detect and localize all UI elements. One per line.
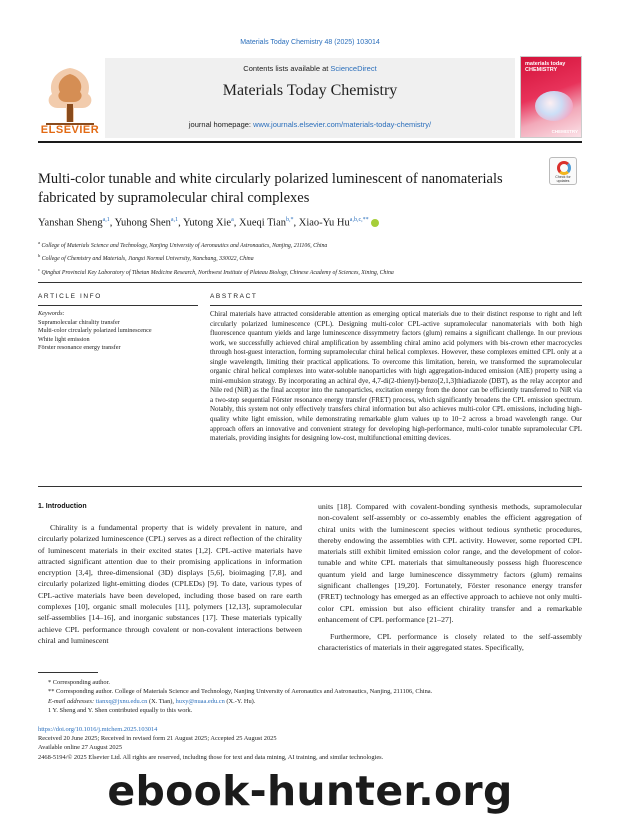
email-link[interactable]: tianxq@jxnu.edu.cn <box>95 697 148 705</box>
affiliation-item <box>38 265 582 278</box>
author-name[interactable]: Yutong Xie <box>182 217 232 229</box>
watermark: ebook-hunter.org <box>107 767 513 815</box>
sciencedirect-link[interactable]: ScienceDirect <box>330 64 377 73</box>
email-owner: (X. Tian), <box>147 697 176 705</box>
contents-line <box>105 64 515 73</box>
header-divider <box>38 141 582 143</box>
right-column-paragraph-2: Furthermore, CPL performance is closely related to the self-assembly characteristics of materials in their aggregated states. Specifically, <box>318 632 582 653</box>
journal-masthead <box>105 58 515 138</box>
email-label: E-mail addresses: <box>48 697 96 705</box>
author-affil-sup[interactable]: a,b,c,** <box>349 217 369 223</box>
keyword-item[interactable]: Supramolecular chirality transfer <box>38 318 120 326</box>
abstract-underline <box>210 305 582 306</box>
journal-cover-thumbnail <box>520 56 582 138</box>
affiliation-sup: b <box>38 253 41 259</box>
footnotes <box>38 678 582 715</box>
cover-title: materials today CHEMISTRY <box>525 61 566 74</box>
article-title: Multi-color tunable and white circularly polarized luminescent of nanomaterials fabricated by supramolecular chiral complexes <box>38 171 503 206</box>
cover-image <box>535 91 573 121</box>
orcid-icon[interactable] <box>371 219 379 227</box>
affiliation-text: College of Materials Science and Technology, Nanjing University of Aeronautics and Astronautics, Nanjing, 211106, China <box>41 242 328 249</box>
footnote-divider <box>38 672 98 673</box>
right-column-paragraph: units [18]. Compared with covalent-bonding synthesis methods, supramolecular non-covalent self-assembly or co-assembly enables the efficient aggregation of chiral units with the luminescent species without tedious synthetic procedures, thereby endowing the assemblies with CPL activity. However, some reported CPL materials still exhibit limited emission color range, and the development of color-tunable and white CPL materials that simultaneously possess high fluorescence quantum yield and large luminescence dissymmetry factors (glum) remains significant challenges [19,20]. Fortunately, Förster resonance energy transfer (FRET) technology has emerged as an effective approach to achieve not only multi-color CPL emission but also efficient chirality transfer and a remarkable enhancement of CPL performance [21–27]. <box>318 502 582 624</box>
footnote-corresponding-1: * Corresponding author. <box>48 679 110 686</box>
affiliation-item <box>38 251 582 264</box>
affiliation-text: College of Chemistry and Materials, Jiangxi Normal University, Nanchang, 330022, China <box>41 256 254 263</box>
footnote-emails <box>38 697 582 706</box>
author-name[interactable]: Xueqi Tian <box>239 217 286 229</box>
article-history: Received 20 June 2025; Received in revised form 21 August 2025; Accepted 25 August 2025 <box>38 735 277 743</box>
affiliation-sup: a <box>38 240 40 245</box>
section-heading-introduction: 1. Introduction <box>38 503 87 510</box>
article-info-heading: ARTICLE INFO <box>38 293 102 300</box>
keyword-item[interactable]: White light emission <box>38 335 90 343</box>
author-name[interactable]: Xiao-Yu Hu <box>298 217 350 229</box>
check-updates-label: Check for updates <box>555 175 571 183</box>
abstract-text: Chiral materials have attracted considerable attention as emerging optical materials due to their distinct response to right and left circularly polarized luminescence (CPL). Designing multi-color CPL-active supramolecular nanomaterials with both high fluorescence quantum yields and large luminescence dissymmetry factors (glum) remains a significant challenge. In our previous work, we successfully achieved chiral amplification by assembling chiral amino acid polymers with bis-crown ether macrocycles through host-guest interaction, forming supramolecular chiral helical complexes. However, these complexes emitted CPL only at a single wavelength, limiting their practical applications. To overcome this limitation, herein, we transformed the supramolecular organic chiral helical complexes into water-soluble nanoparticles with high aggregation-induced emission (AIE) property using a mini-emulsion strategy. By incorporating an achiral dye, 4,7-di(2-thienyl)-benzo[2,1,3]thiadiazole (DBT), as the relay acceptor and Nile red (NiR) as the final acceptor into the nanoparticles, excitation energy from the donor can be efficiently transferred to NiR via a two-step sequential Förster resonance energy transfer (FRET) process, which significantly broadens the CPL emission spectrum. Notably, this system not only effectively transfers chiral information but also achieves multi-color CPL emissions, including high-quality white light emission, while demonstrating remarkable glum values up to 10−2 across a broad wavelength range. Our approach offers an innovative and convenient strategy for developing high-performance, multi-color tunable supramolecular CPL materials, providing insights for designing low-cost, multifunctional emitting devices. <box>210 310 582 443</box>
email-link[interactable]: huxy@nuaa.edu.cn <box>175 697 225 705</box>
article-info-underline <box>38 305 198 306</box>
author-affil-sup[interactable]: a,1 <box>102 217 110 223</box>
copyright-line: 2468-5194/© 2025 Elsevier Ltd. All rights are reserved, including those for text and data mining, AI training, and similar technologies. <box>38 753 384 761</box>
check-for-updates-button[interactable] <box>549 157 577 185</box>
affiliation-text: Qinghai Provincial Key Laboratory of Tibetan Medicine Research, Northwest Institute of Plateau Biology, Chinese Academy of Sciences, Xining, China <box>41 269 394 276</box>
elsevier-tree-logo <box>38 56 102 134</box>
affiliations <box>38 238 582 278</box>
elsevier-logo-text: ELSEVIER <box>40 124 100 136</box>
section-divider <box>38 282 582 283</box>
author-affil-sup[interactable]: a,1 <box>170 217 179 223</box>
homepage-prefix: journal homepage: <box>188 120 254 129</box>
author-name[interactable]: Yuhong Shen <box>114 217 171 229</box>
check-updates-icon <box>557 161 571 175</box>
available-online: Available online 27 August 2025 <box>38 744 123 752</box>
affiliation-item <box>38 238 582 251</box>
author-name[interactable]: Yanshan Sheng <box>38 217 103 229</box>
affiliation-sup: c <box>38 266 40 272</box>
keyword-item[interactable]: Förster resonance energy transfer <box>38 344 121 352</box>
email-owner: (X.-Y. Hu). <box>224 697 256 705</box>
homepage-line <box>105 120 515 129</box>
author-affil-sup[interactable]: b,* <box>285 217 294 223</box>
left-column-paragraph: Chirality is a fundamental property that is widely prevalent in nature, and circularly polarized luminescence (CPL) serves as a direct reflection of the chirality of luminescent materials in their excited states [1,2]. CPL-active materials have attracted significant attention due to their promising applications in information encryption [3,4], three-dimensional (3D) displays [5,6], bioimaging [7,8], and circularly polarized light-emitting diodes (CPLEDs) [9]. To date, various types of CPL-active materials have been developed, including those based on rare earth complexes [10], organic small molecules [11], polymers [12,13], supramolecular self-assemblies [14–16], and inorganic substances [17]. These materials typically achieve CPL performance through covalent or non-covalent interactions between chiral and luminescent <box>38 523 302 645</box>
author-list: Yanshan Sheng$^{a,1}$, Yuhong Shen$^{a,1}$, Yutong Xie$^a$, Xueqi Tian$^{b,*}$, Xiao-Yu $Hu^{a,b,c,**}$ <box>38 217 538 229</box>
author-affil-sup[interactable]: a <box>231 217 234 223</box>
keywords-label: Keywords: <box>38 310 65 317</box>
cover-badge: CHEMISTRY <box>551 129 578 134</box>
body-divider <box>38 486 582 487</box>
abstract-heading: ABSTRACT <box>210 293 258 300</box>
keyword-item[interactable]: Multi-color circularly polarized luminescence <box>38 327 152 335</box>
footnote-equal-contribution: 1 Y. Sheng and Y. Shen contributed equally to this work. <box>48 706 193 714</box>
doi-link[interactable]: https://doi.org/10.1016/j.mtchem.2025.103014 <box>38 726 158 733</box>
article-metadata <box>38 725 582 762</box>
contents-prefix: Contents lists available at <box>243 64 331 73</box>
journal-reference[interactable]: Materials Today Chemistry 48 (2025) 103014 <box>240 39 380 46</box>
keywords-block <box>38 310 198 353</box>
journal-title: Materials Today Chemistry <box>222 82 398 99</box>
homepage-link[interactable]: www.journals.elsevier.com/materials-today-chemistry/ <box>253 120 432 129</box>
footnote-corresponding-2: ** Corresponding author. College of Materials Science and Technology, Nanjing University of Aeronautics and Astronautics, Nanjing, 211106, China. <box>48 688 433 696</box>
